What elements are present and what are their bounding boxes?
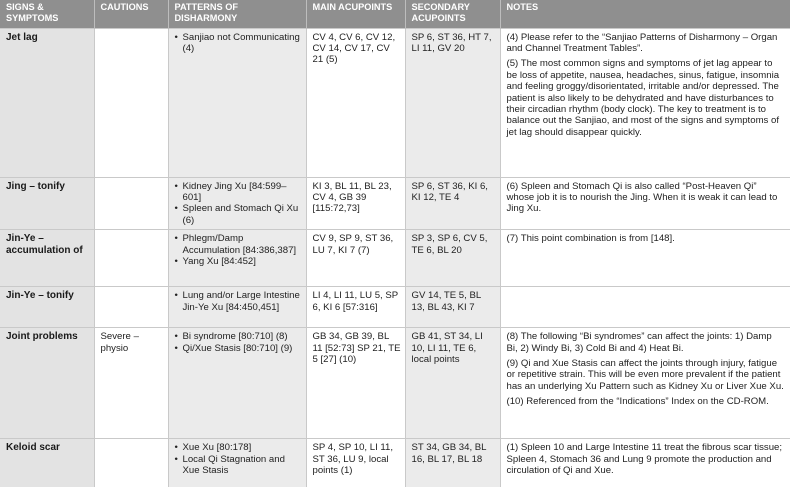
sign-cell: Jin-Ye – tonify: [0, 287, 94, 328]
patterns-cell: [168, 439, 306, 487]
pattern-item: • Phlegm/Damp Accumulation [84:386,387]: [175, 233, 302, 256]
pattern-item: • Xue Xu [80:178]: [175, 442, 302, 453]
caution-cell: [94, 439, 168, 487]
pattern-item: • Lung and/or Large Intestine Jin-Ye Xu [84:450,451]: [175, 290, 302, 313]
note-paragraph: (4) Please refer to the “Sanjiao Patterns of Disharmony – Organ and Channel Treatment Tables”.: [506, 31, 778, 54]
patterns-list: [175, 233, 302, 267]
header-notes: NOTES: [500, 0, 790, 28]
pattern-item: • Sanjiao not Communicating (4): [175, 32, 302, 55]
table-row: [0, 328, 790, 439]
main-acupoints-cell: LI 4, LI 11, LU 5, SP 6, KI 6 [57:316]: [306, 287, 405, 328]
header-cautions: CAUTIONS: [94, 0, 168, 28]
note-paragraph: (10) Referenced from the “Indications” Index on the CD-ROM.: [506, 396, 769, 408]
pattern-item: • Bi syndrome [80:710] (8): [175, 331, 302, 342]
sign-cell: Jing – tonify: [0, 177, 94, 230]
secondary-acupoints-cell: GV 14, TE 5, BL 13, BL 43, KI 7: [405, 287, 500, 328]
header-signs: SIGNS & SYMPTOMS: [0, 0, 94, 28]
table-body: [0, 28, 790, 487]
note-paragraph: (6) Spleen and Stomach Qi is also called “Post-Heaven Qi” whose job it is to nourish the Jing. When it is weak it can lead to Jing Xu.: [506, 180, 778, 215]
patterns-list: [175, 181, 302, 227]
notes-cell: [500, 28, 790, 177]
table-row: [0, 177, 790, 230]
caution-cell: [94, 287, 168, 328]
notes-cell: [500, 328, 790, 439]
main-acupoints-cell: KI 3, BL 11, BL 23, CV 4, GB 39 [115:72,73]: [306, 177, 405, 230]
header-main: MAIN ACUPOINTS: [306, 0, 405, 28]
patterns-cell: [168, 177, 306, 230]
note-paragraph: (5) The most common signs and symptoms of jet lag appear to be loss of appetite, nausea, headaches, sinus, fatigue, insomnia and feeling groggy/disorientated, irritable and/or depressed. The patient is also likely to be dehydrated and have disturbances to their circadian rhythm (body clock). The key to treatment is to balance out the Sanjiao, and most of the signs and symptoms of jet lag should disappear quickly.: [506, 58, 780, 138]
header-patterns: PATTERNS OF DISHARMONY: [168, 0, 306, 28]
note-paragraph: (1) Spleen 10 and Large Intestine 11 treat the fibrous scar tissue; Spleen 4, Stomach 36 and Lung 9 promote the production and circulation of Qi and Xue.: [506, 442, 783, 476]
patterns-list: [175, 32, 302, 55]
note-paragraph: (8) The following “Bi syndromes” can affect the joints: 1) Damp Bi, 2) Windy Bi, 3) Cold Bi and 4) Heat Bi.: [506, 331, 772, 354]
sign-cell: Keloid scar: [0, 439, 94, 487]
caution-cell: [94, 28, 168, 177]
pattern-item: • Local Qi Stagnation and Xue Stasis: [175, 454, 302, 477]
secondary-acupoints-cell: ST 34, GB 34, BL 16, BL 17, BL 18: [405, 439, 500, 487]
caution-cell: [94, 230, 168, 287]
main-acupoints-cell: SP 4, SP 10, LI 11, ST 36, LU 9, local points (1): [306, 439, 405, 487]
pattern-item: • Kidney Jing Xu [84:599–601]: [175, 181, 302, 204]
table-row: [0, 28, 790, 177]
patterns-cell: [168, 328, 306, 439]
caution-cell: Severe – physio: [94, 328, 168, 439]
table-row: [0, 287, 790, 328]
sign-cell: Jin-Ye – accumulation of: [0, 230, 94, 287]
secondary-acupoints-cell: SP 3, SP 6, CV 5, TE 6, BL 20: [405, 230, 500, 287]
table-row: [0, 230, 790, 287]
note-paragraph: (7) This point combination is from [148].: [506, 233, 675, 245]
secondary-acupoints-cell: SP 6, ST 36, KI 6, KI 12, TE 4: [405, 177, 500, 230]
patterns-cell: [168, 230, 306, 287]
note-paragraph: (9) Qi and Xue Stasis can affect the joints through injury, fatigue or repetitive strain. This will be even more prevalent if the patient has an underlying Xu Pattern such as Kidney Xu or Liver Xue Xu.: [506, 357, 784, 392]
notes-cell: [500, 177, 790, 230]
sign-cell: Joint problems: [0, 328, 94, 439]
main-acupoints-cell: CV 9, SP 9, ST 36, LU 7, KI 7 (7): [306, 230, 405, 287]
patterns-cell: [168, 28, 306, 177]
secondary-acupoints-cell: GB 41, ST 34, LI 10, LI 11, TE 6, local points: [405, 328, 500, 439]
pattern-item: • Spleen and Stomach Qi Xu (6): [175, 203, 302, 226]
caution-cell: [94, 177, 168, 230]
notes-cell: [500, 230, 790, 287]
patterns-cell: [168, 287, 306, 328]
patterns-list: [175, 331, 302, 354]
header-secondary: SECONDARY ACUPOINTS: [405, 0, 500, 28]
sign-cell: Jet lag: [0, 28, 94, 177]
main-acupoints-cell: CV 4, CV 6, CV 12, CV 14, CV 17, CV 21 (5): [306, 28, 405, 177]
pattern-item: • Yang Xu [84:452]: [175, 256, 302, 267]
notes-cell: [500, 287, 790, 328]
patterns-list: [175, 442, 302, 476]
table-row: [0, 439, 790, 487]
pattern-item: • Qi/Xue Stasis [80:710] (9): [175, 343, 302, 354]
header-row: [0, 0, 790, 28]
secondary-acupoints-cell: SP 6, ST 36, HT 7, LI 11, GV 20: [405, 28, 500, 177]
notes-cell: [500, 439, 790, 487]
patterns-list: [175, 290, 302, 313]
main-acupoints-cell: GB 34, GB 39, BL 11 [52:73] SP 21, TE 5 [27] (10): [306, 328, 405, 439]
